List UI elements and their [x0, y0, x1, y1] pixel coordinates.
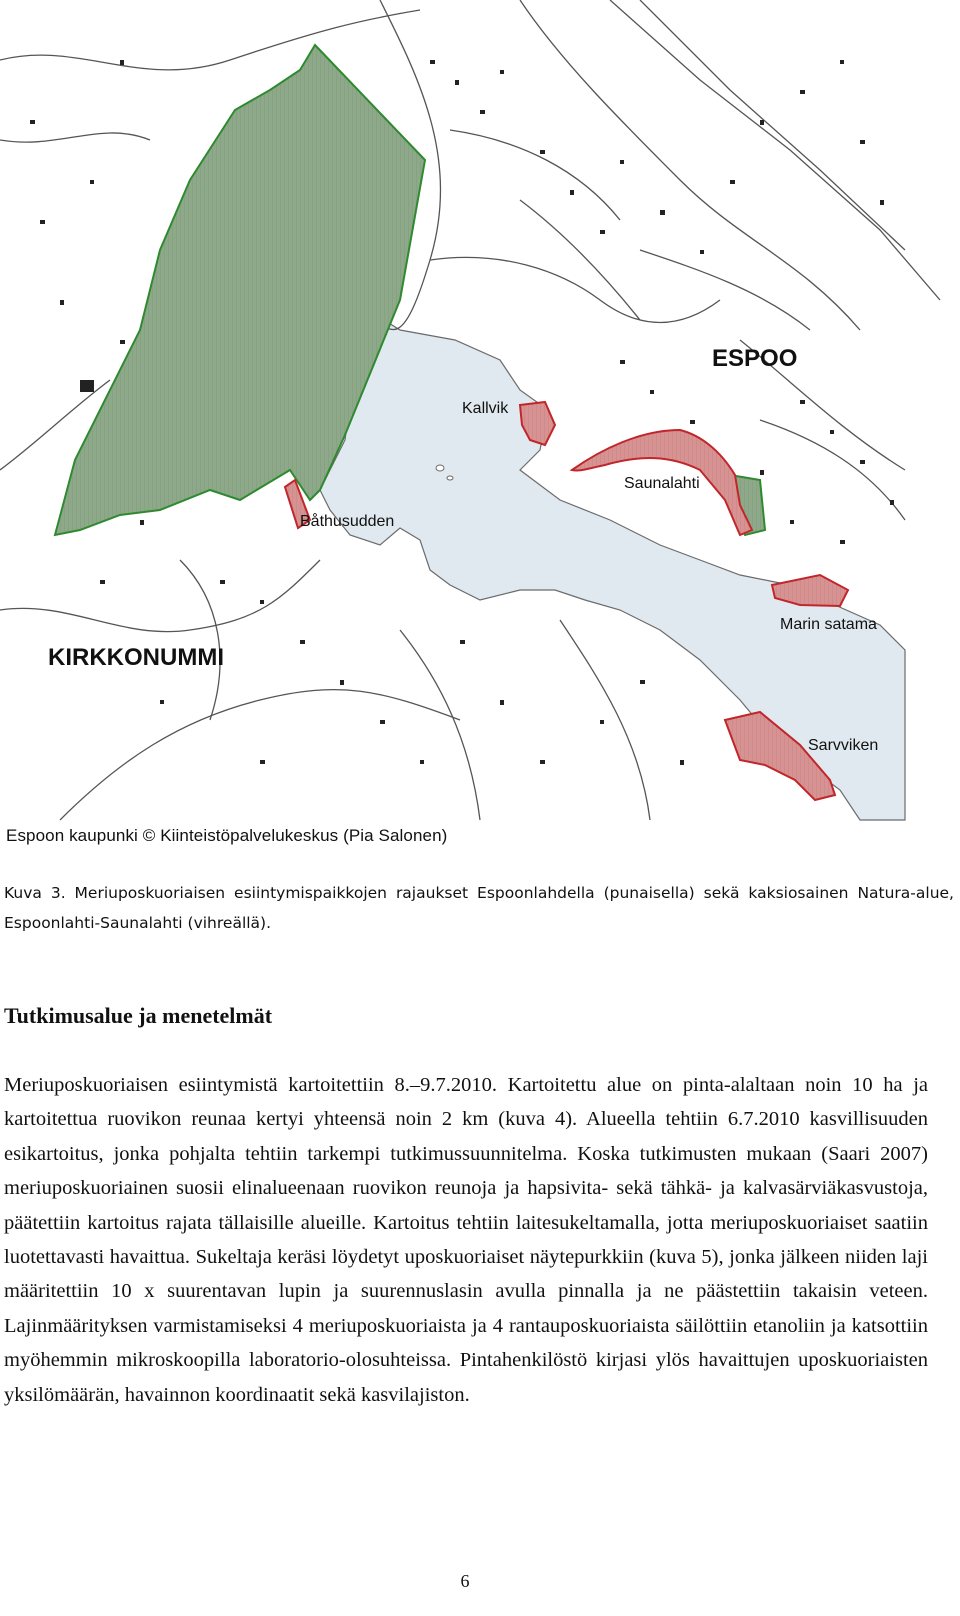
map-label-kirkkonummi: KIRKKONUMMI [48, 644, 224, 671]
islet [436, 465, 444, 471]
map-label-marin-satama: Marin satama [780, 616, 877, 633]
figure-caption: Kuva 3. Meriuposkuoriaisen esiintymispaikkojen rajaukset Espoonlahdella (punaisella) sekä kaksiosainen Natura-alue, Espoonlahti-Saunalahti (vihreällä). [4, 884, 954, 932]
section-title: Tutkimusalue ja menetelmät [4, 1003, 273, 1028]
map-label-sarvviken: Sarvviken [808, 737, 879, 754]
map-label-bathusudden: Båthusudden [300, 513, 395, 530]
map-label-kallvik: Kallvik [462, 400, 509, 417]
map-label-espoo: ESPOO [712, 345, 798, 372]
body-paragraph: Meriuposkuoriaisen esiintymistä kartoitettiin 8.–9.7.2010. Kartoitettu alue on pinta-alaltaan noin 10 ha ja kartoitettua ruovikon reunaa kertyi yhteensä noin 2 km (kuva 4). Alueella tehtiin 6.7.2010 kasvillisuuden esikartoitus, jonka pohjalta tehtiin tarkempi tutkimussuunnitelma. Koska tutkimusten mukaan (Saari 2007) meriuposkuoriainen suosii elinalueenaan ruovikon reunoja ja hapsivita- sekä tähkä- ja kalvasärviäkasvustoja, päätettiin kartoitus rajata tällaisille alueille. Kartoitus tehtiin laitesukeltamalla, jotta meriuposkuoriaiset saatiin luotettavasti havaittua. Sukeltaja keräsi löydetyt uposkuoriaiset näytepurkkiin (kuva 5), jonka jälkeen niiden laji määritettiin 10 x suurentavan lupin ja suurennuslasin avulla pinnalla ja ne päästettiin takaisin veteen. Lajinmäärityksen varmistamiseksi 4 meriuposkuoriaista ja 4 rantauposkuoriaista säilöttiin etanoliin ja katsottiin myöhemmin mikroskoopilla laboratorio-olosuhteissa. Pintahenkilöstö kirjasi ylös havaittujen uposkuoriaisten yksilömäärän, havainnon koordinaatit sekä kasvilajiston. [4, 1074, 928, 1406]
map-label-saunalahti: Saunalahti [624, 475, 700, 492]
map-credit: Espoon kaupunki © Kiinteistöpalvelukeskus (Pia Salonen) [6, 826, 448, 845]
islet [447, 476, 453, 480]
page-number: 6 [460, 1571, 470, 1591]
